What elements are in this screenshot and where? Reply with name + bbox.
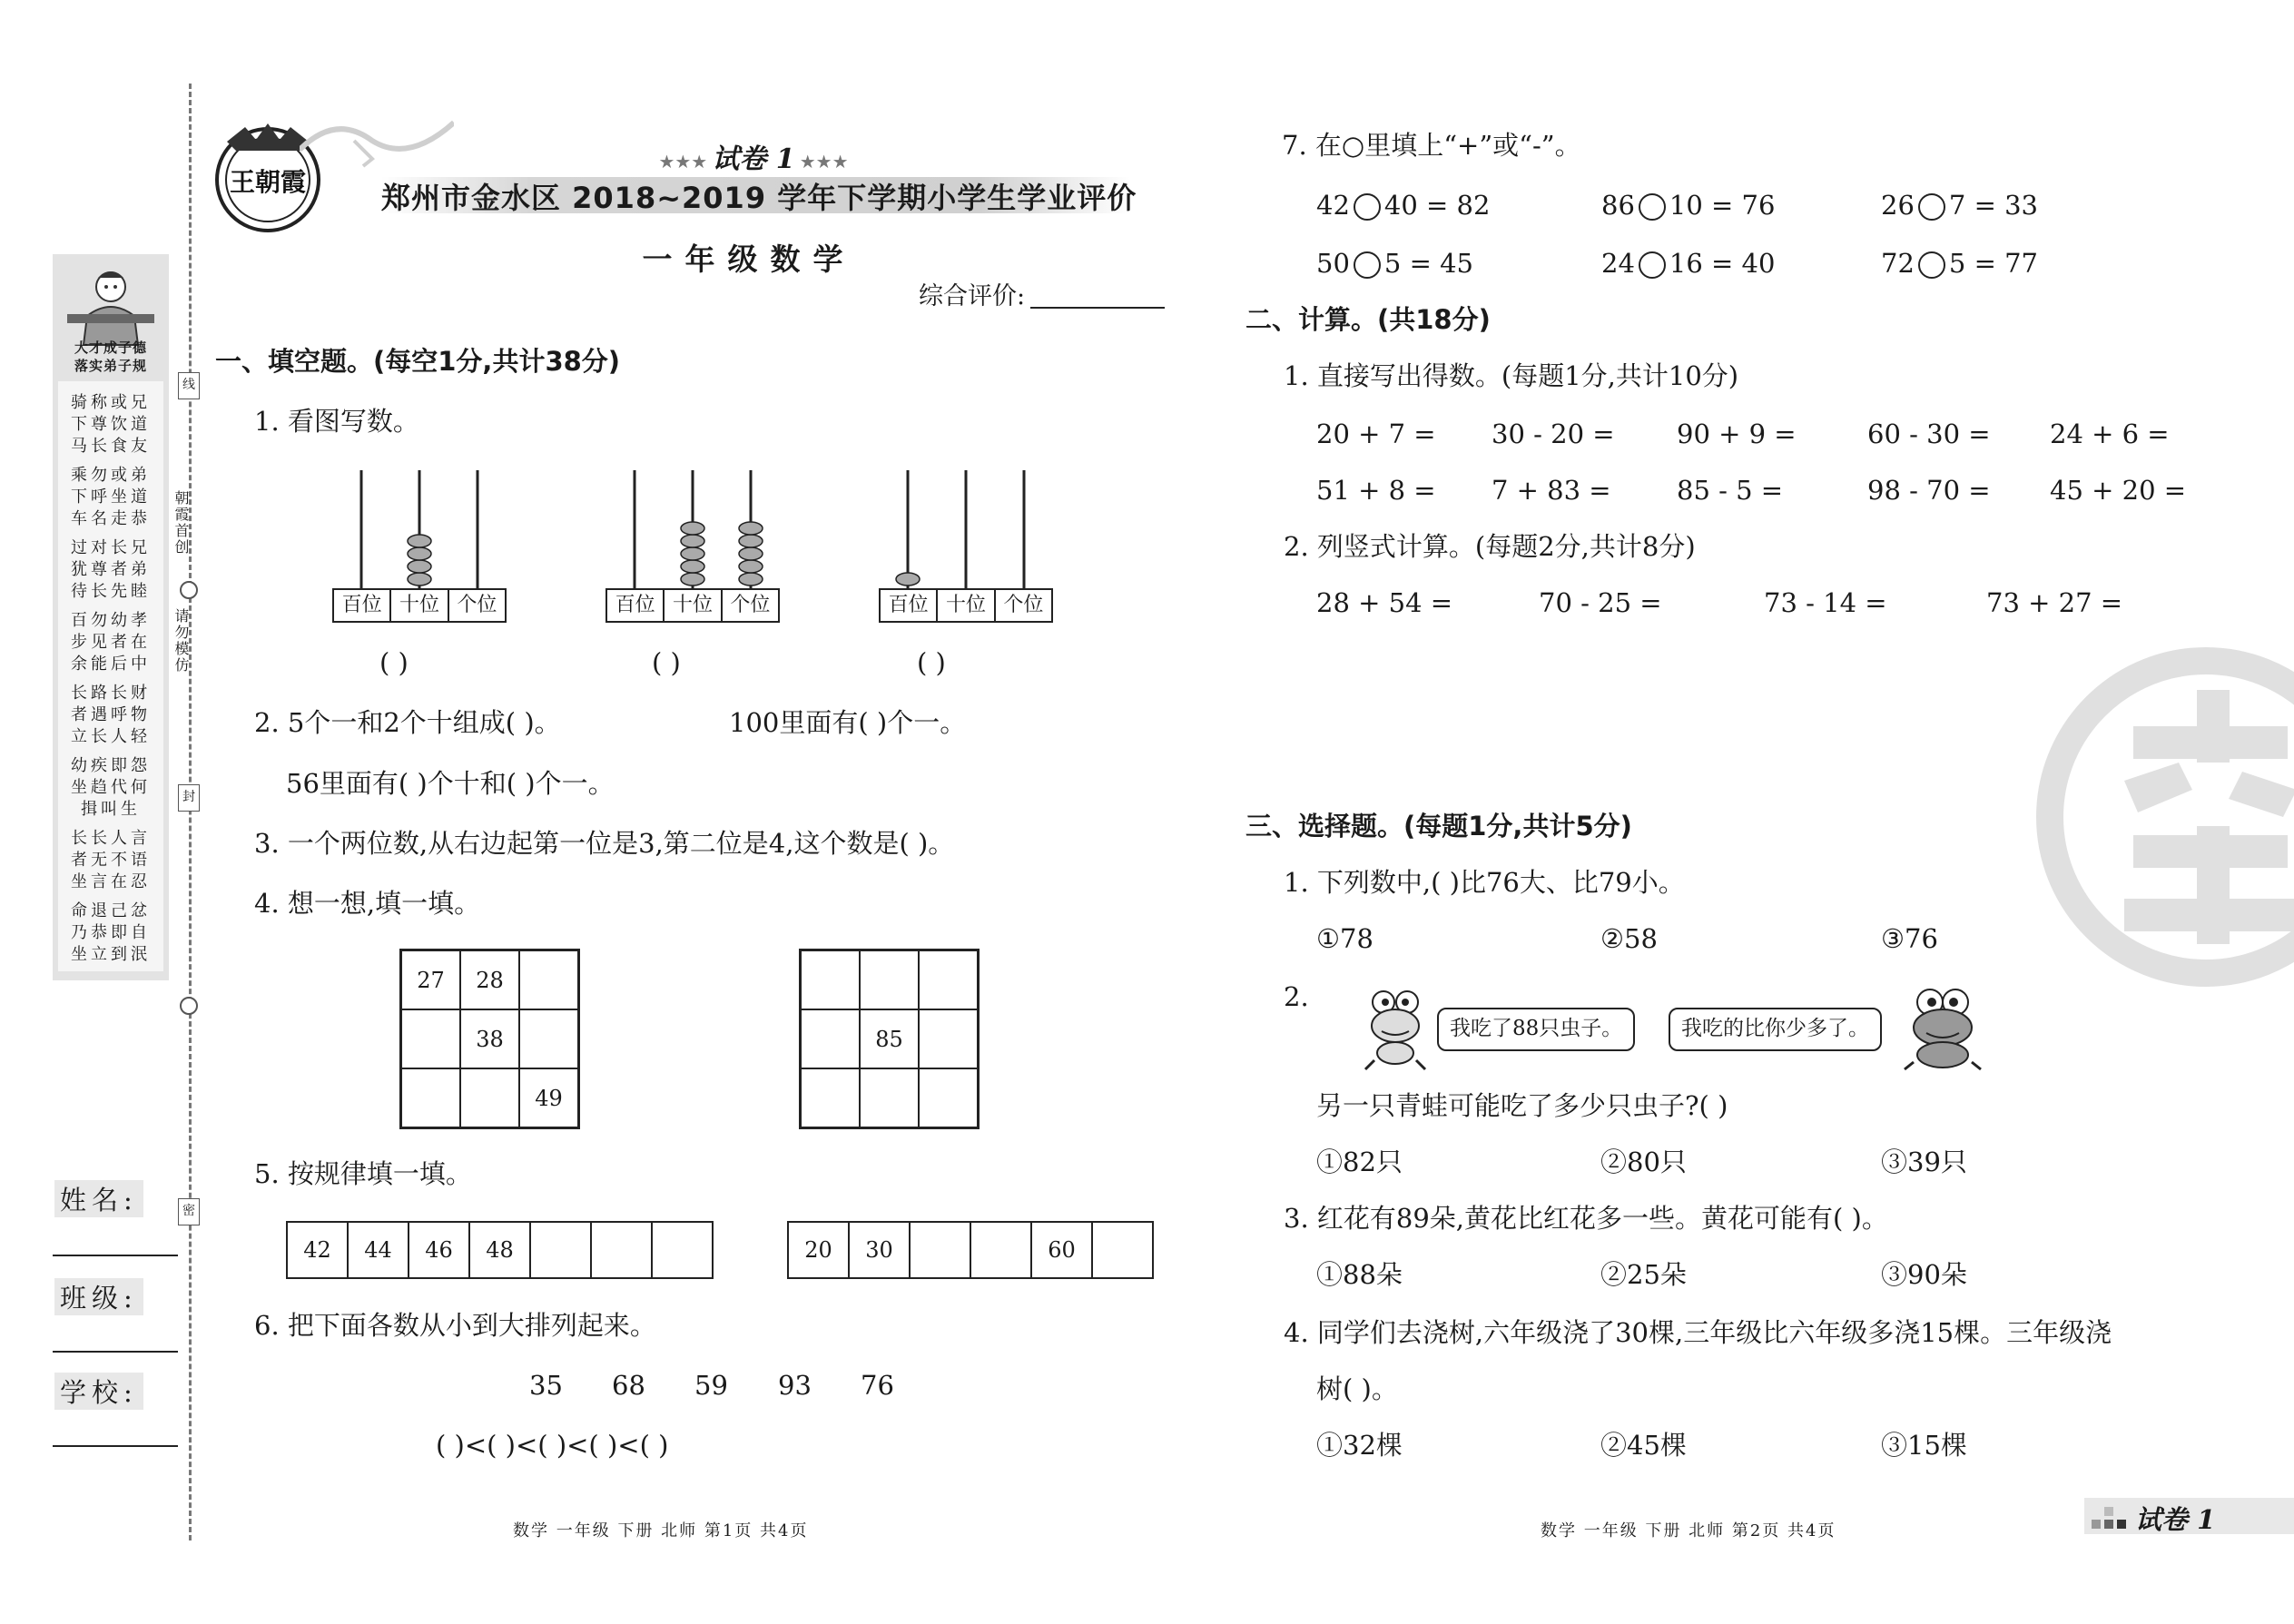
vertical-note-2: 请勿模仿 — [172, 608, 190, 674]
abacus-bead — [739, 547, 763, 560]
stars-right: ★★★ — [799, 151, 849, 172]
grid-cell[interactable] — [519, 1009, 578, 1068]
calc-item[interactable]: 60 - 30 = — [1867, 418, 1991, 449]
q7-item: 72 5 = 77 — [1881, 248, 2038, 279]
rule-block: 长长人言 者无不语 坐言在忍 — [71, 829, 151, 891]
abacus-bead — [408, 573, 431, 586]
choice-option[interactable]: ③90朵 — [1881, 1259, 1967, 1290]
motto-line-2: 落实弟子规 — [74, 358, 147, 374]
choice-option[interactable]: ①88朵 — [1316, 1259, 1403, 1290]
eval-field[interactable] — [1030, 307, 1165, 309]
abacus-bead — [896, 573, 920, 586]
grid-cell[interactable] — [401, 1009, 460, 1068]
q6-number: 68 — [612, 1370, 645, 1401]
grid-cell[interactable] — [860, 1068, 919, 1127]
school-field[interactable] — [53, 1445, 178, 1447]
school-label: 学校: — [54, 1373, 143, 1410]
calc-item[interactable]: 51 + 8 = — [1316, 475, 1436, 506]
grid-cell[interactable] — [919, 1009, 978, 1068]
sequence-row-a — [286, 1221, 714, 1279]
exam-title: 郑州市金水区 2018~2019 学年下学期小学生学业评价 — [381, 181, 1137, 215]
grid-cell[interactable] — [919, 1068, 978, 1127]
question-7: 7. 在○里填上“+”或“-”。 — [1282, 130, 1581, 161]
dizigui-rules-box — [58, 381, 163, 971]
choice-option[interactable]: ②25朵 — [1600, 1259, 1687, 1290]
grid-cell: 28 — [460, 950, 519, 1009]
choice-option[interactable]: ②80只 — [1600, 1147, 1687, 1177]
grid-cell[interactable] — [801, 950, 860, 1009]
abacus-place-labels: 百位 十位 个位 — [605, 588, 780, 623]
choice-option[interactable]: ①78 — [1316, 923, 1373, 954]
eval-label: 综合评价: — [919, 282, 1026, 310]
vertical-note-1: 朝霞首创 — [172, 490, 190, 556]
abacus-bead — [739, 522, 763, 535]
abacus-bead — [408, 535, 431, 547]
paper-label: 试卷 1 — [712, 143, 795, 175]
choice-option[interactable]: ①32棵 — [1316, 1430, 1403, 1461]
grid-cell[interactable] — [519, 950, 578, 1009]
grid-cell: 38 — [460, 1009, 519, 1068]
corner-squares-icon — [2092, 1505, 2128, 1530]
section-3-q2-number: 2. — [1284, 981, 1309, 1012]
abacus-2 — [605, 470, 778, 616]
speech-bubble-right: 我吃的比你少多了。 — [1669, 1008, 1882, 1051]
operator-blank[interactable] — [1639, 251, 1666, 279]
section-2-q1: 1. 直接写出得数。(每题1分,共计10分) — [1284, 360, 1739, 391]
grid-cell[interactable] — [860, 950, 919, 1009]
frog-right-icon — [1901, 988, 1984, 1071]
choice-option[interactable]: ②58 — [1600, 923, 1658, 954]
question-2a: 2. 5个一和2个十组成( )。 — [254, 707, 561, 738]
sequence-cell: 20 — [789, 1223, 850, 1277]
seal-tag-line: 线 — [178, 372, 200, 399]
grid-cell[interactable] — [801, 1068, 860, 1127]
section-3-q3: 3. 红花有89朵,黄花比红花多一些。黄花可能有( )。 — [1284, 1203, 1888, 1234]
question-3: 3. 一个两位数,从右边起第一位是3,第二位是4,这个数是( )。 — [254, 828, 955, 859]
choice-option[interactable]: ③15棵 — [1881, 1430, 1967, 1461]
secret-watermark-icon — [2024, 626, 2294, 1008]
abacus-place-labels: 百位 十位 个位 — [332, 588, 507, 623]
rule-block: 骑称或兄 下尊饮道 马长食友 — [71, 393, 151, 456]
calc-item[interactable]: 85 - 5 = — [1677, 475, 1784, 506]
rule-block: 命退己忿 乃恭即自 坐立到泯 — [71, 901, 151, 964]
rule-block: 过对长兄 犹尊者弟 待长先睦 — [71, 538, 151, 601]
q6-number: 76 — [861, 1370, 894, 1401]
sequence-cell: 42 — [288, 1223, 349, 1277]
seal-tag-secret: 密 — [178, 1198, 200, 1225]
section-3-title: 三、选择题。(每题1分,共计5分) — [1245, 811, 1632, 842]
abacus-bead — [408, 560, 431, 573]
name-label: 姓名: — [54, 1180, 143, 1217]
binding-hole-icon — [180, 581, 198, 599]
grid-cell[interactable] — [401, 1068, 460, 1127]
grid-cell: 49 — [519, 1068, 578, 1127]
abacus-1-rods — [332, 470, 507, 593]
sequence-cell[interactable] — [911, 1223, 971, 1277]
operator-blank[interactable] — [1354, 193, 1381, 221]
operator-blank[interactable] — [1918, 193, 1945, 221]
rule-block: 乘勿或弟 下呼坐道 车名走恭 — [71, 466, 151, 528]
abacus-bead — [681, 522, 704, 535]
abacus-3-answer[interactable]: ( ) — [917, 647, 946, 678]
abacus-2-rods — [605, 470, 780, 593]
calc-item[interactable]: 7 + 83 = — [1492, 475, 1611, 506]
abacus-place-labels: 百位 十位 个位 — [879, 588, 1053, 623]
calc-item[interactable]: 30 - 20 = — [1492, 418, 1615, 449]
sequence-row-b — [787, 1221, 1154, 1279]
vertical-calc-item[interactable]: 73 + 27 = — [1986, 587, 2123, 618]
speech-bubble-left: 我吃了88只虫子。 — [1437, 1008, 1635, 1051]
q7-item: 26 7 = 33 — [1881, 190, 2038, 221]
footer-left: 数学 一年级 下册 北师 第1页 共4页 — [513, 1521, 809, 1540]
abacus-bead — [681, 535, 704, 547]
seal-tag-seal: 封 — [178, 784, 200, 812]
vertical-calc-item[interactable]: 70 - 25 = — [1539, 587, 1662, 618]
operator-blank[interactable] — [1639, 193, 1666, 221]
q7-item: 50 5 = 45 — [1316, 248, 1473, 279]
abacus-bead — [408, 547, 431, 560]
question-2c: 56里面有( )个十和( )个一。 — [286, 768, 615, 799]
sequence-cell: 60 — [1032, 1223, 1093, 1277]
section-3-q4a: 4. 同学们去浇树,六年级浇了30棵,三年级比六年级多浇15棵。三年级浇 — [1284, 1317, 2112, 1348]
q6-order-blanks[interactable]: ( )<( )<( )<( )<( ) — [436, 1430, 669, 1461]
svg-text:王朝霞: 王朝霞 — [229, 167, 307, 197]
sequence-cell: 48 — [470, 1223, 531, 1277]
rule-block: 长路长财 者遇呼物 立长人轻 — [71, 684, 151, 746]
grid-cell[interactable] — [460, 1068, 519, 1127]
sequence-cell[interactable] — [653, 1223, 712, 1277]
calc-item[interactable]: 45 + 20 = — [2050, 475, 2187, 506]
grid-cell: 85 — [860, 1009, 919, 1068]
vertical-calc-item[interactable]: 28 + 54 = — [1316, 587, 1453, 618]
question-6: 6. 把下面各数从小到大排列起来。 — [254, 1310, 656, 1341]
vertical-calc-item[interactable]: 73 - 14 = — [1764, 587, 1887, 618]
rule-block: 幼疾即怨 坐趋代何 揖叫生 — [71, 756, 151, 819]
q6-number: 35 — [529, 1370, 563, 1401]
section-3-q2: 另一只青蛙可能吃了多少只虫子?( ) — [1316, 1090, 1728, 1121]
grade-subject-title: 一年级数学 — [642, 241, 856, 277]
sequence-cell[interactable] — [531, 1223, 592, 1277]
footer-right: 数学 一年级 下册 北师 第2页 共4页 — [1541, 1521, 1836, 1540]
question-2b: 100里面有( )个一。 — [729, 707, 967, 738]
q7-item: 86 10 = 76 — [1601, 190, 1776, 221]
q6-number: 59 — [694, 1370, 728, 1401]
abacus-1 — [332, 470, 505, 616]
class-label: 班级: — [54, 1278, 143, 1315]
abacus-bead — [681, 547, 704, 560]
sequence-cell[interactable] — [1093, 1223, 1152, 1277]
corner-paper-label: 试卷 1 — [2135, 1504, 2216, 1535]
q7-item: 42 40 = 82 — [1316, 190, 1491, 221]
paper-label-row — [635, 136, 871, 176]
section-3-q4b: 树( )。 — [1316, 1373, 1398, 1404]
calc-item[interactable]: 24 + 6 = — [2050, 418, 2170, 449]
calc-item[interactable]: 20 + 7 = — [1316, 418, 1436, 449]
q6-number: 93 — [778, 1370, 812, 1401]
number-grid-b — [799, 949, 980, 1129]
abacus-bead — [681, 560, 704, 573]
question-5: 5. 按规律填一填。 — [254, 1158, 472, 1189]
abacus-3-rods — [879, 470, 1053, 593]
scholar-boy-icon — [62, 261, 160, 349]
question-4: 4. 想一想,填一填。 — [254, 888, 481, 919]
sequence-cell[interactable] — [971, 1223, 1032, 1277]
abacus-bead — [681, 573, 704, 586]
abacus-bead — [739, 535, 763, 547]
section-3-q1: 1. 下列数中,( )比76大、比79小。 — [1284, 867, 1685, 898]
name-field[interactable] — [53, 1255, 178, 1256]
class-field[interactable] — [53, 1351, 178, 1353]
q7-item: 24 16 = 40 — [1601, 248, 1776, 279]
frog-left-icon — [1362, 989, 1431, 1071]
choice-option[interactable]: ①82只 — [1316, 1147, 1403, 1177]
motto-line-1: 大才成子德 — [74, 340, 147, 356]
abacus-2-answer[interactable]: ( ) — [652, 647, 681, 678]
operator-blank[interactable] — [1918, 251, 1945, 279]
number-grid-a — [399, 949, 580, 1129]
sequence-cell: 44 — [349, 1223, 409, 1277]
choice-option[interactable]: ③76 — [1881, 923, 1938, 954]
abacus-1-answer[interactable]: ( ) — [379, 647, 409, 678]
question-1: 1. 看图写数。 — [254, 406, 419, 437]
grid-cell: 27 — [401, 950, 460, 1009]
stars-left: ★★★ — [658, 151, 708, 172]
calc-item[interactable]: 90 + 9 = — [1677, 418, 1797, 449]
section-1-title: 一、填空题。(每空1分,共计38分) — [215, 346, 621, 377]
sequence-cell: 30 — [850, 1223, 911, 1277]
section-2-q2: 2. 列竖式计算。(每题2分,共计8分) — [1284, 531, 1696, 562]
rule-block: 百勿幼孝 步见者在 余能后中 — [71, 611, 151, 674]
binding-hole-icon — [180, 997, 198, 1015]
grid-cell[interactable] — [801, 1009, 860, 1068]
abacus-bead — [739, 573, 763, 586]
calc-item[interactable]: 98 - 70 = — [1867, 475, 1991, 506]
grid-cell[interactable] — [919, 950, 978, 1009]
choice-option[interactable]: ②45棵 — [1600, 1430, 1687, 1461]
abacus-3 — [879, 470, 1051, 616]
cut-line — [189, 84, 192, 1540]
sequence-cell: 46 — [409, 1223, 470, 1277]
abacus-bead — [739, 560, 763, 573]
sequence-cell[interactable] — [592, 1223, 653, 1277]
ribbon-decoration — [300, 113, 454, 168]
operator-blank[interactable] — [1354, 251, 1381, 279]
choice-option[interactable]: ③39只 — [1881, 1147, 1967, 1177]
section-2-title: 二、计算。(共18分) — [1245, 304, 1491, 335]
